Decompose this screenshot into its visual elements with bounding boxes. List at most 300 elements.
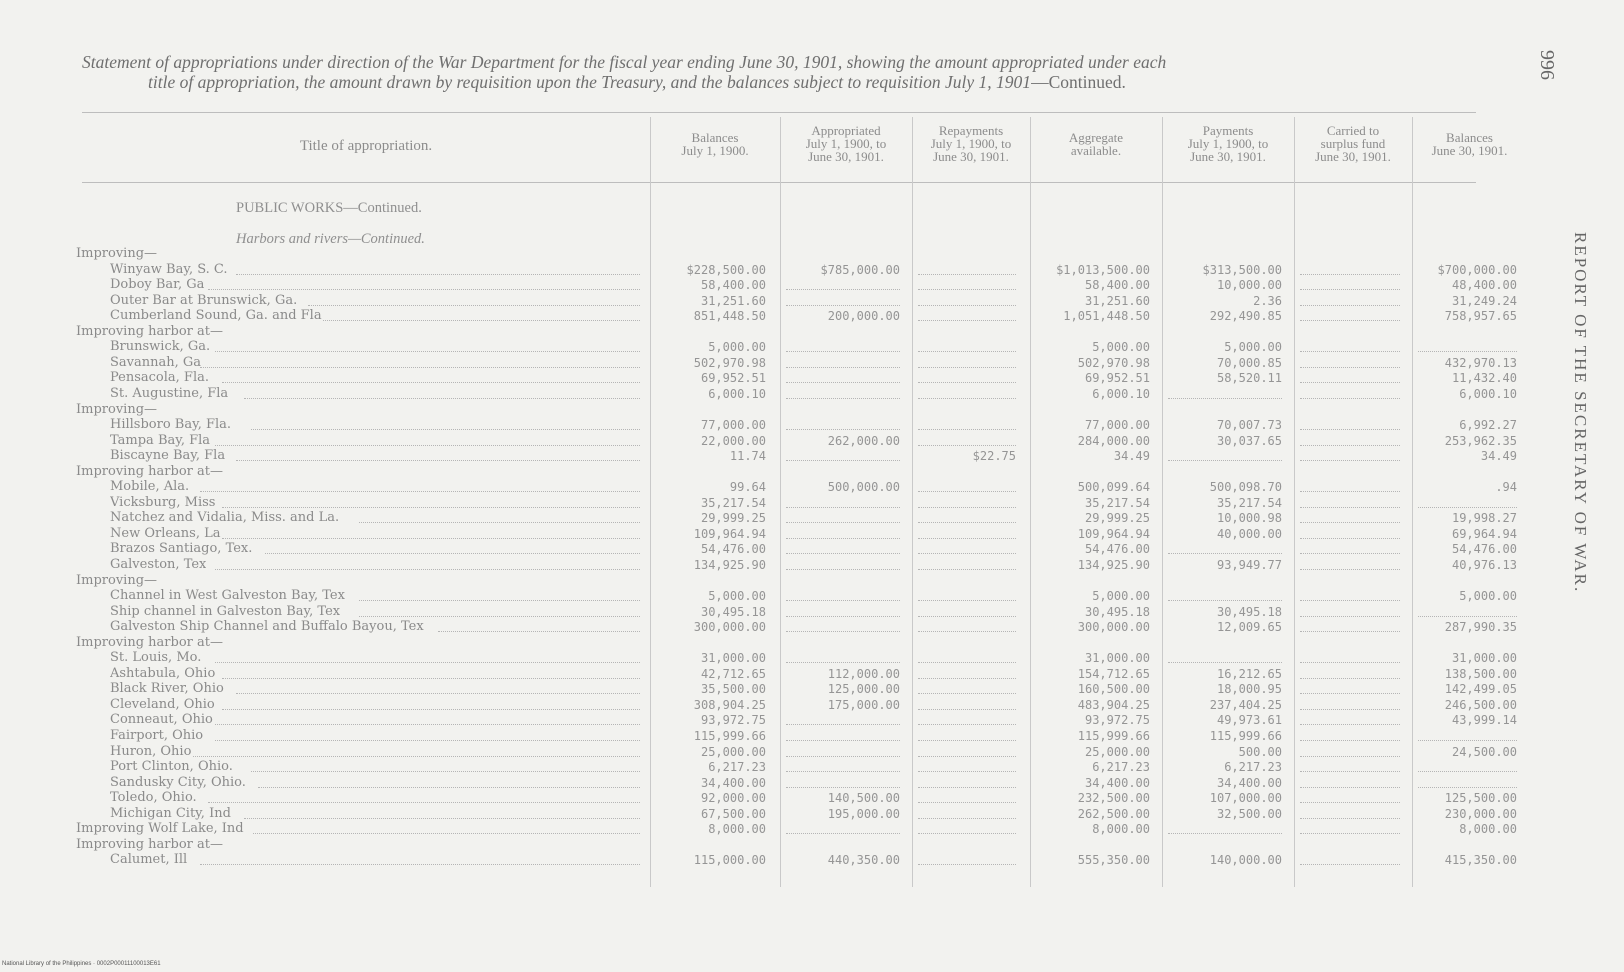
- empty-cell-leader: [1300, 801, 1400, 803]
- table-row: [0, 277, 1624, 293]
- cell-value: 195,000.00: [827, 807, 900, 821]
- dot-leader: [253, 832, 640, 834]
- table-row: [0, 744, 1624, 760]
- empty-cell-leader: [1300, 506, 1400, 508]
- dot-leader: [359, 599, 640, 601]
- cell-value: 115,000.00: [693, 853, 766, 867]
- empty-cell-leader: [918, 381, 1016, 383]
- empty-cell-leader: [918, 444, 1016, 446]
- cell-value: 237,404.25: [1209, 698, 1282, 712]
- empty-cell-leader: [1300, 552, 1400, 554]
- caption-line-2: title of appropriation, the amount drawn by requisition upon the Treasury, and the balances subject to requisition July 1, 1901: [148, 72, 1032, 92]
- cell-value: 502,970.98: [1077, 356, 1150, 370]
- table-row: [0, 308, 1624, 324]
- cell-value: 5,000.00: [1092, 589, 1150, 603]
- row-label: St. Louis, Mo.: [110, 650, 202, 665]
- column-header-line: Repayments: [938, 123, 1004, 138]
- empty-cell-leader: [1300, 599, 1400, 601]
- empty-cell-leader: [918, 615, 1016, 617]
- dot-leader: [215, 350, 640, 352]
- table-row: [0, 293, 1624, 309]
- cell-value: 58,520.11: [1216, 371, 1282, 385]
- row-label: Fairport, Ohio: [110, 728, 204, 743]
- cell-value: $228,500.00: [686, 263, 766, 277]
- table-row: [0, 666, 1624, 682]
- row-label: Brazos Santiago, Tex.: [110, 541, 253, 556]
- cell-value: 246,500.00: [1444, 698, 1517, 712]
- empty-cell-leader: [918, 366, 1016, 368]
- table-row: [0, 790, 1624, 806]
- cell-value: 200,000.00: [827, 309, 900, 323]
- row-label: St. Augustine, Fla: [110, 386, 229, 401]
- column-header-repayments: [912, 124, 1030, 163]
- empty-cell-leader: [918, 288, 1016, 290]
- empty-cell-leader: [1300, 397, 1400, 399]
- row-label: Improving harbor at—: [76, 837, 223, 852]
- empty-cell-leader: [918, 661, 1016, 663]
- row-label: Improving—: [76, 573, 158, 588]
- cell-value: 11,432.40: [1451, 371, 1517, 385]
- cell-value: 284,000.00: [1077, 434, 1150, 448]
- empty-cell-leader: [1300, 366, 1400, 368]
- cell-value: 138,500.00: [1444, 667, 1517, 681]
- cell-value: 49,973.61: [1216, 713, 1282, 727]
- row-label: Pensacola, Fla.: [110, 370, 209, 385]
- cell-value: 70,000.85: [1216, 356, 1282, 370]
- table-row: [0, 588, 1624, 604]
- cell-value: 34.49: [1113, 449, 1150, 463]
- empty-cell-leader: [918, 770, 1016, 772]
- empty-cell-leader: [1300, 288, 1400, 290]
- dot-leader: [438, 630, 640, 632]
- subsection-heading: Harbors and rivers—Continued.: [236, 231, 425, 247]
- row-label: Black River, Ohio: [110, 681, 224, 696]
- empty-cell-leader: [1418, 615, 1517, 617]
- row-label: Ashtabula, Ohio: [110, 666, 216, 681]
- cell-value: 112,000.00: [827, 667, 900, 681]
- column-header-balances-1900: [650, 131, 780, 157]
- caption-line-1: Statement of appropriations under direction of the War Department for the fiscal year ending June 30, 1901, showing the amount appropriated under each: [82, 52, 1167, 72]
- cell-value: 43,999.14: [1451, 713, 1517, 727]
- dot-leader: [200, 490, 640, 492]
- empty-cell-leader: [1300, 863, 1400, 865]
- empty-cell-leader: [1300, 832, 1400, 834]
- page-number: 996: [1536, 50, 1558, 80]
- empty-cell-leader: [786, 304, 900, 306]
- empty-cell-leader: [918, 599, 1016, 601]
- empty-cell-leader: [1168, 459, 1282, 461]
- cell-value: 11.74: [729, 449, 766, 463]
- empty-cell-leader: [918, 490, 1016, 492]
- empty-cell-leader: [918, 428, 1016, 430]
- column-header-appropriated: [780, 124, 912, 163]
- empty-cell-leader: [786, 506, 900, 508]
- dot-leader: [222, 506, 640, 508]
- cell-value: 6,000.10: [1459, 387, 1517, 401]
- table-group-row: [0, 635, 1624, 651]
- cell-value: $785,000.00: [820, 263, 900, 277]
- cell-value: 262,000.00: [827, 434, 900, 448]
- cell-value: 35,217.54: [1084, 496, 1150, 510]
- dot-leader: [236, 459, 640, 461]
- empty-cell-leader: [1300, 459, 1400, 461]
- empty-cell-leader: [1300, 521, 1400, 523]
- cell-value: 440,350.00: [827, 853, 900, 867]
- dot-leader: [251, 428, 640, 430]
- table-row: [0, 448, 1624, 464]
- empty-cell-leader: [918, 832, 1016, 834]
- column-header-line: surplus fund: [1320, 136, 1386, 151]
- row-label: Improving harbor at—: [76, 635, 223, 650]
- cell-value: 160,500.00: [1077, 682, 1150, 696]
- table-row: [0, 386, 1624, 402]
- table-row: [0, 728, 1624, 744]
- empty-cell-leader: [1300, 304, 1400, 306]
- column-header-title: [82, 140, 650, 153]
- dot-leader: [215, 661, 640, 663]
- dot-leader: [215, 444, 640, 446]
- cell-value: 32,500.00: [1216, 807, 1282, 821]
- empty-cell-leader: [786, 397, 900, 399]
- row-label: Improving—: [76, 402, 158, 417]
- table-row: [0, 712, 1624, 728]
- empty-cell-leader: [1300, 428, 1400, 430]
- table-group-row: [0, 464, 1624, 480]
- column-header-line: June 30, 1901.: [933, 149, 1009, 164]
- row-label: Cleveland, Ohio: [110, 697, 215, 712]
- row-label: Brunswick, Ga.: [110, 339, 211, 354]
- cell-value: 500,099.64: [1077, 480, 1150, 494]
- cell-value: 6,217.23: [1092, 760, 1150, 774]
- empty-cell-leader: [1168, 599, 1282, 601]
- table-row: [0, 339, 1624, 355]
- row-label: Port Clinton, Ohio.: [110, 759, 233, 774]
- column-header-line: Payments: [1202, 123, 1254, 138]
- row-label: Doboy Bar, Ga: [110, 277, 205, 292]
- table-group-row: [0, 402, 1624, 418]
- dot-leader: [215, 723, 640, 725]
- empty-cell-leader: [786, 552, 900, 554]
- row-label: Improving harbor at—: [76, 324, 223, 339]
- cell-value: 300,000.00: [1077, 620, 1150, 634]
- empty-cell-leader: [918, 273, 1016, 275]
- empty-cell-leader: [786, 615, 900, 617]
- row-label: Biscayne Bay, Fla: [110, 448, 226, 463]
- table-row: [0, 495, 1624, 511]
- empty-cell-leader: [1300, 568, 1400, 570]
- table-group-row: [0, 246, 1624, 262]
- empty-cell-leader: [918, 568, 1016, 570]
- dot-leader: [359, 615, 640, 617]
- empty-cell-leader: [786, 288, 900, 290]
- cell-value: 34.49: [1480, 449, 1517, 463]
- cell-value: 35,217.54: [700, 496, 766, 510]
- row-label: Hillsboro Bay, Fla.: [110, 417, 232, 432]
- empty-cell-leader: [1300, 319, 1400, 321]
- cell-value: 35,500.00: [700, 682, 766, 696]
- dot-leader: [200, 863, 640, 865]
- cell-value: 31,251.60: [700, 294, 766, 308]
- dot-leader: [208, 801, 640, 803]
- empty-cell-leader: [918, 552, 1016, 554]
- empty-cell-leader: [918, 692, 1016, 694]
- empty-cell-leader: [918, 397, 1016, 399]
- empty-cell-leader: [1300, 381, 1400, 383]
- cell-value: 31,000.00: [1084, 651, 1150, 665]
- column-header-line: Balances: [1446, 130, 1493, 145]
- column-header-line: June 30, 1901.: [1315, 149, 1391, 164]
- row-label: Ship channel in Galveston Bay, Tex: [110, 604, 341, 619]
- cell-value: 93,949.77: [1216, 558, 1282, 572]
- header-rule: [82, 182, 1476, 183]
- cell-value: 48,400.00: [1451, 278, 1517, 292]
- dot-leader: [236, 273, 640, 275]
- column-header-balances-1901: [1412, 131, 1527, 157]
- table-row: [0, 697, 1624, 713]
- cell-value: $22.75: [972, 449, 1016, 463]
- cell-value: 6,217.23: [1224, 760, 1282, 774]
- row-label: Conneaut, Ohio: [110, 712, 213, 727]
- empty-cell-leader: [1168, 552, 1282, 554]
- cell-value: 115,999.66: [1077, 729, 1150, 743]
- empty-cell-leader: [1418, 770, 1517, 772]
- table-row: [0, 557, 1624, 573]
- empty-cell-leader: [918, 786, 1016, 788]
- empty-cell-leader: [1300, 692, 1400, 694]
- empty-cell-leader: [1300, 273, 1400, 275]
- empty-cell-leader: [1300, 630, 1400, 632]
- empty-cell-leader: [918, 801, 1016, 803]
- empty-cell-leader: [1418, 739, 1517, 741]
- row-label: Vicksburg, Miss: [110, 495, 216, 510]
- empty-cell-leader: [1300, 755, 1400, 757]
- cell-value: 232,500.00: [1077, 791, 1150, 805]
- cell-value: 6,992.27: [1459, 418, 1517, 432]
- row-label: Mobile, Ala.: [110, 479, 190, 494]
- empty-cell-leader: [1300, 723, 1400, 725]
- row-label: Savannah, Ga: [110, 355, 202, 370]
- dot-leader: [244, 397, 640, 399]
- column-header-line: Balances: [691, 130, 739, 145]
- empty-cell-leader: [918, 304, 1016, 306]
- empty-cell-leader: [786, 770, 900, 772]
- dot-leader: [200, 366, 640, 368]
- cell-value: 58,400.00: [1084, 278, 1150, 292]
- footer-credit: National Library of the Philippines · 0002P00011100013E61: [2, 961, 161, 967]
- empty-cell-leader: [786, 568, 900, 570]
- cell-value: 8,000.00: [708, 822, 766, 836]
- column-header-line: Title of appropriation.: [299, 138, 433, 154]
- table-row: [0, 433, 1624, 449]
- empty-cell-leader: [786, 786, 900, 788]
- cell-value: 5,000.00: [708, 340, 766, 354]
- column-header-line: Appropriated: [811, 123, 881, 138]
- cell-value: 30,037.65: [1216, 434, 1282, 448]
- cell-value: 19,998.27: [1451, 511, 1517, 525]
- cell-value: 140,000.00: [1209, 853, 1282, 867]
- dot-leader: [308, 304, 640, 306]
- cell-value: 483,904.25: [1077, 698, 1150, 712]
- cell-value: 6,000.10: [1092, 387, 1150, 401]
- cell-value: 109,964.94: [1077, 527, 1150, 541]
- table-row: [0, 541, 1624, 557]
- cell-value: 432,970.13: [1444, 356, 1517, 370]
- cell-value: 67,500.00: [700, 807, 766, 821]
- dot-leader: [208, 288, 640, 290]
- row-label: Improving Wolf Lake, Ind: [76, 821, 244, 836]
- cell-value: 18,000.95: [1216, 682, 1282, 696]
- cell-value: 851,448.50: [693, 309, 766, 323]
- empty-cell-leader: [1300, 350, 1400, 352]
- cell-value: 308,904.25: [693, 698, 766, 712]
- empty-cell-leader: [918, 708, 1016, 710]
- cell-value: $700,000.00: [1437, 263, 1517, 277]
- row-label: Michigan City, Ind: [110, 806, 231, 821]
- empty-cell-leader: [1300, 661, 1400, 663]
- cell-value: 10,000.00: [1216, 278, 1282, 292]
- column-header-line: June 30, 1901.: [808, 149, 884, 164]
- cell-value: 230,000.00: [1444, 807, 1517, 821]
- cell-value: 54,476.00: [700, 542, 766, 556]
- cell-value: 253,962.35: [1444, 434, 1517, 448]
- cell-value: 29,999.25: [700, 511, 766, 525]
- empty-cell-leader: [786, 755, 900, 757]
- cell-value: 500,000.00: [827, 480, 900, 494]
- cell-value: 134,925.90: [1077, 558, 1150, 572]
- empty-cell-leader: [918, 863, 1016, 865]
- dot-leader: [359, 521, 640, 523]
- dot-leader: [222, 708, 640, 710]
- cell-value: 1,051,448.50: [1063, 309, 1150, 323]
- empty-cell-leader: [918, 817, 1016, 819]
- cell-value: 125,500.00: [1444, 791, 1517, 805]
- empty-cell-leader: [786, 739, 900, 741]
- cell-value: $1,013,500.00: [1056, 263, 1150, 277]
- empty-cell-leader: [786, 630, 900, 632]
- empty-cell-leader: [786, 428, 900, 430]
- cell-value: 500.00: [1238, 745, 1282, 759]
- table-row: [0, 510, 1624, 526]
- cell-value: 292,490.85: [1209, 309, 1282, 323]
- cell-value: 25,000.00: [700, 745, 766, 759]
- cell-value: 12,009.65: [1216, 620, 1282, 634]
- empty-cell-leader: [1300, 677, 1400, 679]
- cell-value: 77,000.00: [1084, 418, 1150, 432]
- table-row: [0, 417, 1624, 433]
- table-row: [0, 852, 1624, 868]
- cell-value: 5,000.00: [1459, 589, 1517, 603]
- empty-cell-leader: [1168, 661, 1282, 663]
- empty-cell-leader: [918, 537, 1016, 539]
- dot-leader: [244, 817, 640, 819]
- column-header-line: available.: [1070, 143, 1122, 158]
- cell-value: 54,476.00: [1451, 542, 1517, 556]
- row-label: New Orleans, La: [110, 526, 221, 541]
- cell-value: 175,000.00: [827, 698, 900, 712]
- cell-value: 30,495.18: [1216, 605, 1282, 619]
- row-label: Channel in West Galveston Bay, Tex: [110, 588, 345, 603]
- empty-cell-leader: [786, 350, 900, 352]
- empty-cell-leader: [786, 366, 900, 368]
- section-heading: PUBLIC WORKS—Continued.: [236, 200, 422, 216]
- cell-value: 31,000.00: [700, 651, 766, 665]
- column-header-line: July 1, 1900, to: [930, 136, 1012, 151]
- cell-value: 25,000.00: [1084, 745, 1150, 759]
- empty-cell-leader: [786, 537, 900, 539]
- cell-value: 35,217.54: [1216, 496, 1282, 510]
- table-row: [0, 355, 1624, 371]
- cell-value: 758,957.65: [1444, 309, 1517, 323]
- table-row: [0, 650, 1624, 666]
- cell-value: 54,476.00: [1084, 542, 1150, 556]
- empty-cell-leader: [786, 599, 900, 601]
- dot-leader: [251, 770, 640, 772]
- column-header-line: July 1, 1900.: [681, 143, 749, 158]
- cell-value: 42,712.65: [700, 667, 766, 681]
- dot-leader: [265, 552, 640, 554]
- cell-value: 6,000.10: [708, 387, 766, 401]
- row-label: Calumet, Ill: [110, 852, 188, 867]
- cell-value: 70,007.73: [1216, 418, 1282, 432]
- column-header-aggregate: [1030, 131, 1162, 157]
- row-label: Huron, Ohio: [110, 744, 192, 759]
- table-row: [0, 370, 1624, 386]
- row-label: Outer Bar at Brunswick, Ga.: [110, 293, 298, 308]
- cell-value: 99.64: [729, 480, 766, 494]
- cell-value: 24,500.00: [1451, 745, 1517, 759]
- empty-cell-leader: [1300, 708, 1400, 710]
- table-row: [0, 619, 1624, 635]
- dot-leader: [222, 537, 640, 539]
- caption-continued: —Continued.: [1031, 72, 1126, 92]
- row-label: Improving—: [76, 246, 158, 261]
- dot-leader: [222, 381, 640, 383]
- cell-value: 5,000.00: [708, 589, 766, 603]
- cell-value: 92,000.00: [700, 791, 766, 805]
- table-row: [0, 759, 1624, 775]
- table-row: [0, 262, 1624, 278]
- table-row: [0, 681, 1624, 697]
- cell-value: 16,212.65: [1216, 667, 1282, 681]
- cell-value: 287,990.35: [1444, 620, 1517, 634]
- cell-value: 40,976.13: [1451, 558, 1517, 572]
- table-group-row: [0, 573, 1624, 589]
- cell-value: 107,000.00: [1209, 791, 1282, 805]
- cell-value: 555,350.00: [1077, 853, 1150, 867]
- empty-cell-leader: [918, 319, 1016, 321]
- table-row: [0, 526, 1624, 542]
- cell-value: 58,400.00: [700, 278, 766, 292]
- table-row: [0, 479, 1624, 495]
- row-label: Toledo, Ohio.: [110, 790, 197, 805]
- empty-cell-leader: [918, 755, 1016, 757]
- empty-cell-leader: [1418, 350, 1517, 352]
- row-label: Improving harbor at—: [76, 464, 223, 479]
- cell-value: 34,400.00: [700, 776, 766, 790]
- cell-value: 93,972.75: [1084, 713, 1150, 727]
- empty-cell-leader: [786, 459, 900, 461]
- empty-cell-leader: [786, 832, 900, 834]
- cell-value: 6,217.23: [708, 760, 766, 774]
- cell-value: 31,249.24: [1451, 294, 1517, 308]
- cell-value: 115,999.66: [693, 729, 766, 743]
- table-group-row: [0, 837, 1624, 853]
- empty-cell-leader: [1300, 786, 1400, 788]
- cell-value: $313,500.00: [1202, 263, 1282, 277]
- dot-leader: [193, 755, 640, 757]
- empty-cell-leader: [1300, 817, 1400, 819]
- top-rule: [82, 112, 1476, 113]
